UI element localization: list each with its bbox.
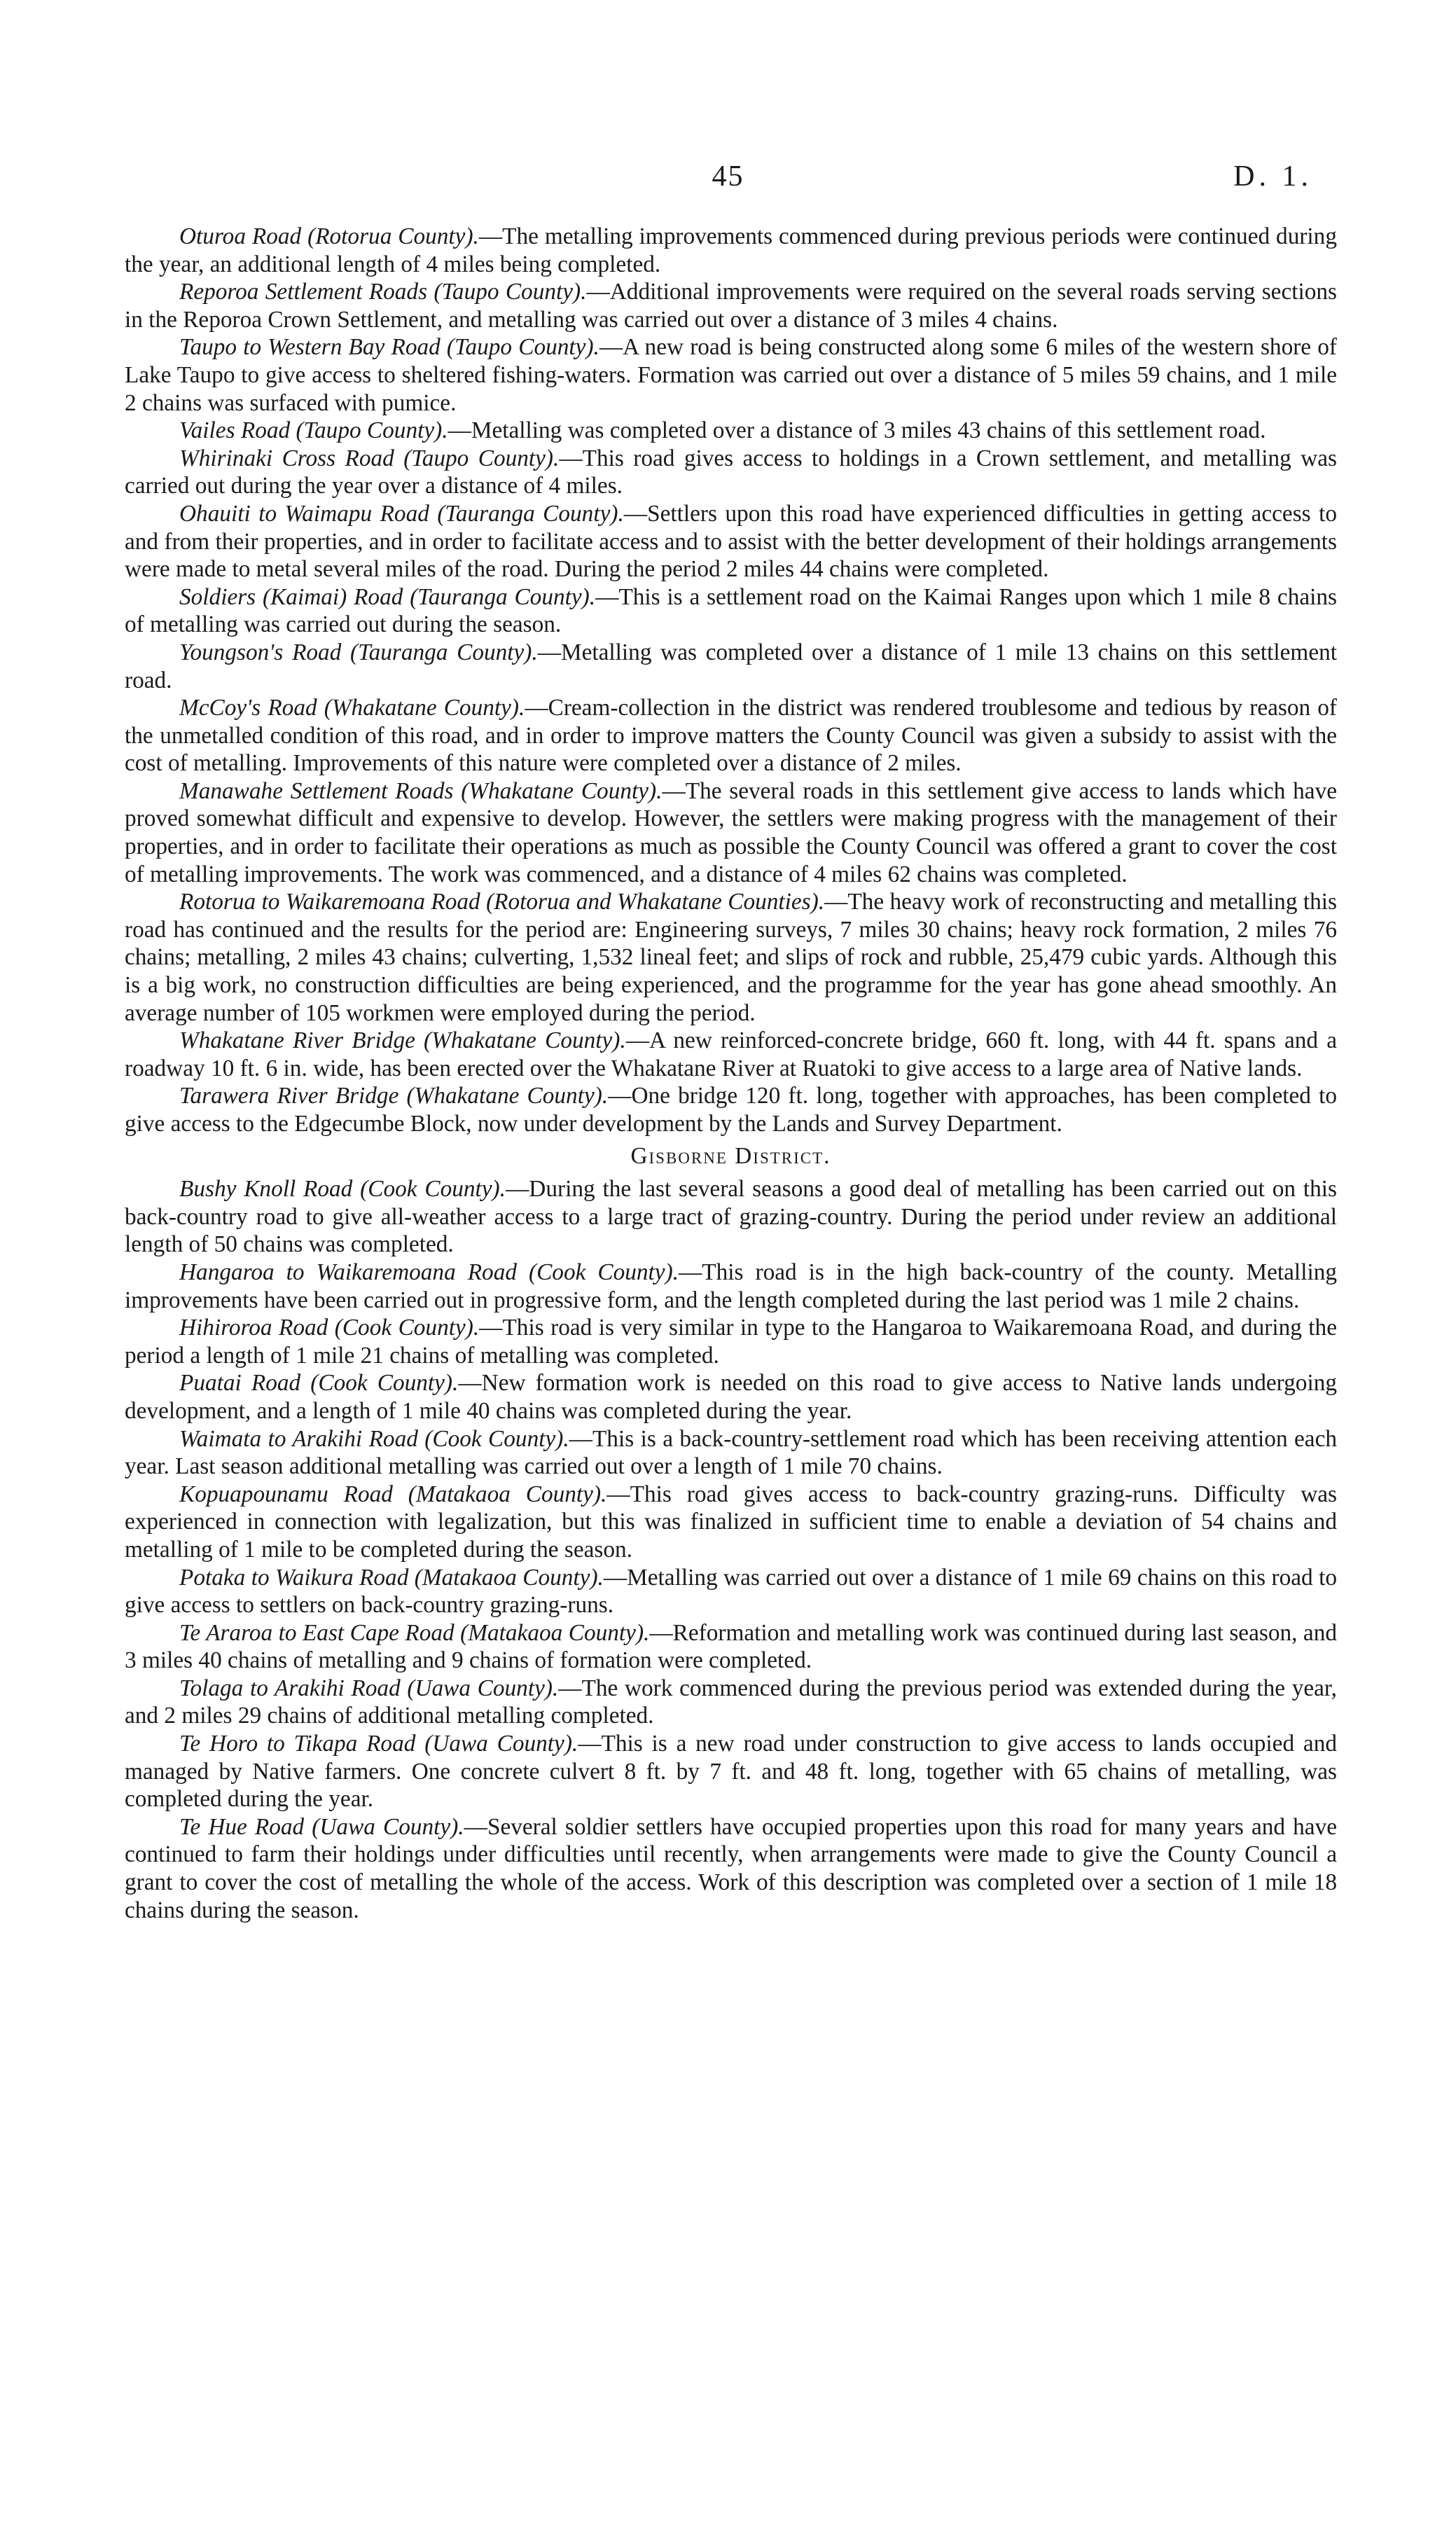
paragraph-title: Rotorua to Waikaremoana Road (Rotorua and Whakatane Counties). (179, 889, 825, 915)
paragraph-title: Te Hue Road (Uawa County). (179, 1813, 464, 1840)
paragraph (125, 639, 1337, 694)
paragraph-title: Potaka to Waikura Road (Matakaoa County). (179, 1564, 604, 1591)
paragraph-title: Oturoa Road (Rotorua County). (179, 223, 479, 249)
paragraph (125, 1730, 1337, 1813)
paragraph (125, 417, 1337, 445)
paragraph-text: —Additional improvements were required on the several roads serving sections in the Reporoa Crown Settlement, and metalling was carried out over a distance of 3 miles 4 chains. (125, 279, 1337, 333)
paragraph-text: —The heavy work of reconstructing and metalling this road has continued and the results for the period are: Engineering surveys, 7 miles 30 chains; heavy rock formation, 2 miles 76 chains; metalling, 2 miles 43 chains; culverting, 1,532 lineal feet; and slips of rock and rubble, 25,479 cubic yards. Although this is a big work, no construction difficulties are being experienced, and the programme for the year has gone ahead smoothly. An average number of 105 workmen were employed during the period. (125, 889, 1337, 1026)
paragraph (125, 1813, 1337, 1924)
paragraph-text: —This is a back-country-settlement road which has been receiving attention each year. Last season additional metalling was carried out over a length of 1 mile 70 chains. (125, 1425, 1337, 1480)
paragraph (125, 1175, 1337, 1259)
paragraph-text: —Several soldier settlers have occupied properties upon this road for many years and have continued to farm their holdings under difficulties until recently, when arrangements were made to give the County Council a grant to cover the cost of metalling the whole of the access. Work of this description was completed over a section of 1 mile 18 chains during the season. (125, 1813, 1338, 1923)
paragraph (125, 1314, 1337, 1369)
paragraph-title: Kopuapounamu Road (Matakaoa County). (179, 1481, 607, 1507)
paragraph-text: —This is a new road under construction to give access to lands occupied and managed by Native farmers. One concrete culvert 8 ft. by 7 ft. and 48 ft. long, together with 65 chains of metalling, was completed during the year. (125, 1731, 1337, 1813)
paragraph (125, 1259, 1337, 1314)
paragraph-title: Reporoa Settlement Roads (Taupo County). (179, 279, 587, 305)
paragraph (125, 1027, 1337, 1082)
section-heading: Gisborne District. (630, 1142, 831, 1169)
paragraph-title: Youngson's Road (Tauranga County). (179, 639, 538, 665)
paragraph (125, 1369, 1337, 1425)
paragraph-title: Te Horo to Tikapa Road (Uawa County). (179, 1731, 578, 1757)
paragraph (125, 1675, 1337, 1730)
paragraph-title: Whakatane River Bridge (Whakatane County). (179, 1027, 626, 1054)
paragraph-text: —One bridge 120 ft. long, together with approaches, has been completed to give access to the Edgecumbe Block, now under development by the Lands and Survey Department. (125, 1083, 1338, 1137)
paragraph-text: —A new road is being constructed along some 6 miles of the western shore of Lake Taupo to give access to sheltered fishing-waters. Formation was carried out over a distance of 5 miles 59 chains, and 1 mile 2 chains was surfaced with pumice. (125, 334, 1337, 416)
paragraph (125, 777, 1337, 888)
paragraph-text: —Reformation and metalling work was continued during last season, and 3 miles 40 chains of metalling and 9 chains of formation were completed. (125, 1619, 1337, 1674)
paragraph (125, 278, 1337, 333)
paragraph-title: McCoy's Road (Whakatane County). (179, 695, 525, 721)
paragraph-title: Vailes Road (Taupo County). (179, 417, 448, 444)
paragraph-title: Bushy Knoll Road (Cook County). (179, 1176, 506, 1203)
paragraph-title: Ohauiti to Waimapu Road (Tauranga County). (179, 500, 624, 527)
paragraph (125, 223, 1337, 278)
paragraph-text: —Settlers upon this road have experienced difficulties in getting access to and from their properties, and in order to facilitate access and to assist with the better development of their holdings arrangements were made to metal several miles of the road. During the period 2 miles 44 chains were completed. (125, 500, 1337, 583)
page-number: 45 (712, 160, 744, 193)
paragraph-title: Manawahe Settlement Roads (Whakatane County). (179, 777, 663, 804)
paragraph-text: —New formation work is needed on this road to give access to Native lands undergoing development, and a length of 1 mile 40 chains was completed during the year. (125, 1370, 1338, 1424)
paragraph-text: —This road gives access to back-country grazing-runs. Difficulty was experienced in connection with legalization, but this was finalized in sufficient time to enable a deviation of 54 chains and metalling of 1 mile to be completed during the season. (125, 1481, 1337, 1563)
paragraph-title: Soldiers (Kaimai) Road (Tauranga County). (179, 583, 596, 610)
paragraph-title: Taupo to Western Bay Road (Taupo County). (179, 334, 599, 361)
paragraph-title: Te Araroa to East Cape Road (Matakaoa County). (179, 1619, 650, 1646)
paragraph (125, 445, 1337, 500)
paragraph (125, 694, 1337, 777)
paragraph-text: —The work commenced during the previous period was extended during the year, and 2 miles 29 chains of additional metalling completed. (125, 1675, 1337, 1729)
paragraph (125, 888, 1337, 1027)
paragraph-text: —This road is very similar in type to the Hangaroa to Waikaremoana Road, and during the period a length of 1 mile 21 chains of metalling was completed. (125, 1315, 1337, 1369)
paragraph-text: —Metalling was completed over a distance of 3 miles 43 chains of this settlement road. (448, 417, 1266, 444)
paragraph-text: —Metalling was carried out over a distance of 1 mile 69 chains on this road to give access to settlers on back-country grazing-runs. (125, 1564, 1337, 1619)
paragraph (125, 583, 1337, 639)
document-body (125, 223, 1337, 1924)
paragraph (125, 333, 1337, 417)
paragraph-text: —The metalling improvements commenced during previous periods were continued during the year, an additional length of 4 miles being completed. (125, 223, 1337, 277)
paragraph-text: —This road gives access to holdings in a Crown settlement, and metalling was carried out during the year over a distance of 4 miles. (125, 445, 1337, 499)
paragraph (125, 500, 1337, 583)
paragraph-text: —During the last several seasons a good deal of metalling has been carried out on this back-country road to give all-weather access to a large tract of grazing-country. During the period under review an additional length of 50 chains was completed. (125, 1176, 1337, 1258)
paragraph (125, 1619, 1337, 1675)
paragraph (125, 1564, 1337, 1619)
paragraph-title: Tolaga to Arakihi Road (Uawa County). (179, 1675, 559, 1701)
paragraph-title: Hangaroa to Waikaremoana Road (Cook County). (179, 1259, 679, 1285)
paragraph-text: —A new reinforced-concrete bridge, 660 ft. long, with 44 ft. spans and a roadway 10 ft. 6 in. wide, has been erected over the Whakatane River at Ruatoki to give access to a large area of Native lands. (125, 1027, 1337, 1081)
paragraph-title: Hihiroroa Road (Cook County). (179, 1315, 480, 1341)
paragraph (125, 1082, 1337, 1137)
paragraph-title: Tarawera River Bridge (Whakatane County). (179, 1083, 609, 1109)
paragraph-text: —This is a settlement road on the Kaimai Ranges upon which 1 mile 8 chains of metalling was carried out during the season. (125, 583, 1337, 638)
paragraph-text: —Cream-collection in the district was rendered troublesome and tedious by reason of the unmetalled condition of this road, and in order to improve matters the County Council was given a subsidy to assist with the cost of metalling. Improvements of this nature were completed over a distance of 2 miles. (125, 695, 1337, 777)
paragraph (125, 1481, 1337, 1564)
paragraph-title: Whirinaki Cross Road (Taupo County). (179, 445, 560, 471)
document-reference: D. 1. (1233, 160, 1312, 193)
paragraph-text: —The several roads in this settlement give access to lands which have proved somewhat difficult and expensive to develop. However, the settlers were making progress with the management of their properties, and in order to facilitate their operations as much as possible the County Council was offered a grant to cover the cost of metalling improvements. The work was commenced, and a distance of 4 miles 62 chains was completed. (125, 777, 1337, 887)
paragraph-title: Waimata to Arakihi Road (Cook County). (179, 1425, 569, 1452)
paragraph-text: —Metalling was completed over a distance of 1 mile 13 chains on this settlement road. (125, 639, 1338, 693)
paragraph (125, 1425, 1337, 1481)
paragraph-title: Puatai Road (Cook County). (179, 1370, 459, 1397)
paragraph-text: —This road is in the high back-country of the county. Metalling improvements have been carried out in progressive form, and the length completed during the last period was 1 mile 2 chains. (125, 1259, 1337, 1313)
